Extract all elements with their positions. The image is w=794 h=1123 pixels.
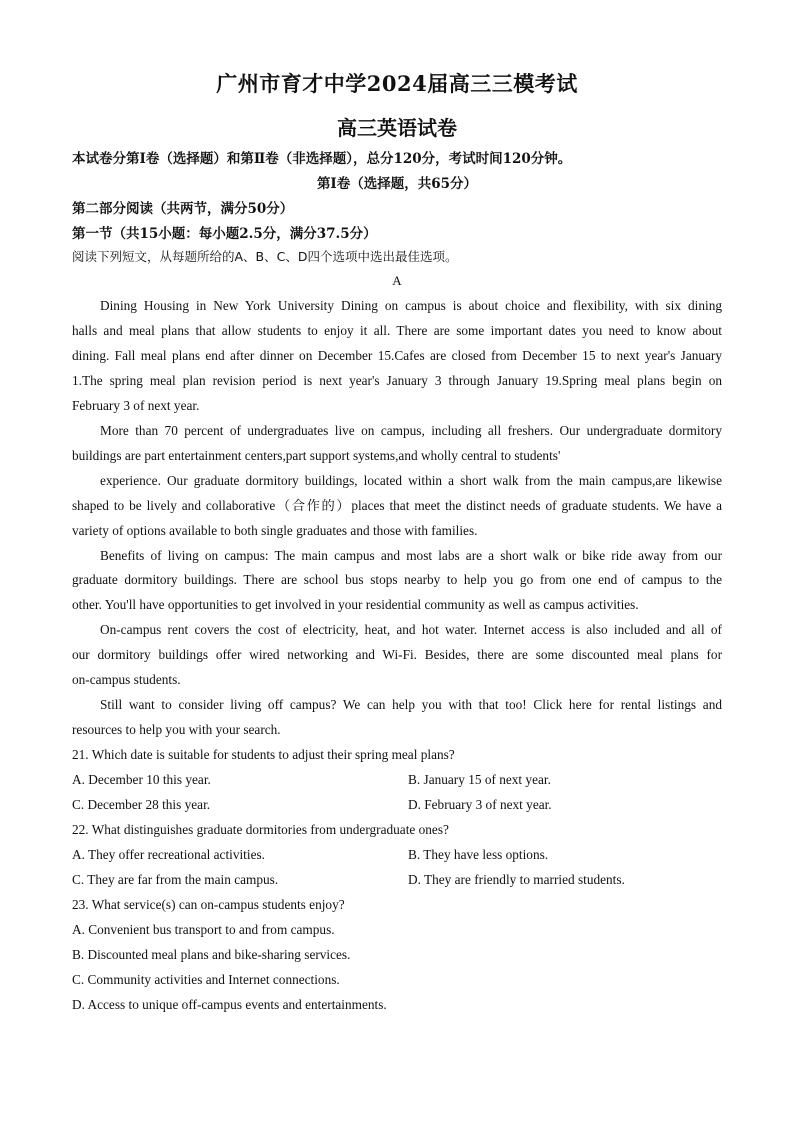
passage-line: our dormitory buildings offer wired networking and Wi-Fi. Besides, there are some discounted meal plans for bbox=[72, 647, 722, 662]
volume-heading: 第Ⅰ卷（选择题，共65分） bbox=[316, 176, 478, 192]
passage-line: February 3 of next year. bbox=[72, 398, 200, 413]
question-21-stem: 21. Which date is suitable for students to adjust their spring meal plans? bbox=[72, 747, 455, 762]
passage-line: variety of options available to both single graduates and those with families. bbox=[72, 523, 478, 538]
question-21-option-b[interactable]: B. January 15 of next year. bbox=[408, 772, 551, 787]
passage-line: shaped to be lively and collaborative（合作的）places that meet the distinct needs of graduate students. We have a bbox=[72, 498, 722, 513]
passage-label: A bbox=[392, 273, 402, 288]
question-22-option-b[interactable]: B. They have less options. bbox=[408, 847, 549, 862]
instruction-text: 阅读下列短文，从每题所给的A、B、C、D四个选项中选出最佳选项。 bbox=[72, 249, 458, 264]
passage-line: halls and meal plans that allow students to enjoy it all. There are some important dates you need to know about bbox=[72, 323, 722, 338]
question-23-option-b[interactable]: B. Discounted meal plans and bike-sharing services. bbox=[72, 947, 351, 962]
part-heading: 第二部分阅读（共两节，满分50分） bbox=[72, 201, 294, 217]
exam-subtitle: 高三英语试卷 bbox=[337, 116, 457, 140]
question-21-option-a[interactable]: A. December 10 this year. bbox=[72, 772, 211, 787]
section-heading: 第一节（共15小题：每小题2.5分，满分37.5分） bbox=[72, 226, 377, 242]
passage-line: More than 70 percent of undergraduates live on campus, including all freshers. Our undergraduate dormitory bbox=[100, 423, 722, 438]
passage-line: Benefits of living on campus: The main campus and most labs are a short walk or bike ride away from our bbox=[100, 548, 722, 563]
passage-line: 1.The spring meal plan revision period is next year's January 3 through January 19.Spring meal plans begin on bbox=[72, 373, 722, 388]
passage-line: graduate dormitory buildings. There are school bus stops nearby to help you go from one end of campus to the bbox=[72, 572, 722, 587]
exam-intro: 本试卷分第Ⅰ卷（选择题）和第Ⅱ卷（非选择题），总分120分，考试时间120分钟。 bbox=[72, 151, 572, 167]
passage-line: buildings are part entertainment centers,part support systems,and wholly central to students' bbox=[72, 448, 561, 463]
exam-title: 广州市育才中学2024届高三三模考试 bbox=[216, 71, 578, 96]
passage-line: On-campus rent covers the cost of electricity, heat, and hot water. Internet access is also included and all of bbox=[100, 622, 722, 637]
question-22-option-c[interactable]: C. They are far from the main campus. bbox=[72, 872, 279, 887]
question-23-option-a[interactable]: A. Convenient bus transport to and from campus. bbox=[72, 922, 335, 937]
passage-line: resources to help you with your search. bbox=[72, 722, 281, 737]
question-21-option-c[interactable]: C. December 28 this year. bbox=[72, 797, 211, 812]
question-21-option-d[interactable]: D. February 3 of next year. bbox=[408, 797, 552, 812]
passage-line: on-campus students. bbox=[72, 672, 181, 687]
passage-line: Dining Housing in New York University Dining on campus is about choice and flexibility, with six dining bbox=[100, 298, 722, 313]
passage-line: experience. Our graduate dormitory buildings, located within a short walk from the main campus,are likewise bbox=[100, 473, 722, 488]
question-22-option-a[interactable]: A. They offer recreational activities. bbox=[72, 847, 265, 862]
question-23-stem: 23. What service(s) can on-campus students enjoy? bbox=[72, 897, 345, 912]
question-22-stem: 22. What distinguishes graduate dormitories from undergraduate ones? bbox=[72, 822, 449, 837]
passage-line: other. You'll have opportunities to get involved in your residential community as well as campus activities. bbox=[72, 597, 639, 612]
passage-line: dining. Fall meal plans end after dinner on December 15.Cafes are closed from December 15 to next year's January bbox=[72, 348, 722, 363]
question-23-option-d[interactable]: D. Access to unique off-campus events and entertainments. bbox=[72, 997, 387, 1012]
question-23-option-c[interactable]: C. Community activities and Internet connections. bbox=[72, 972, 340, 987]
passage-line: Still want to consider living off campus? We can help you with that too! Click here for rental listings and bbox=[100, 697, 722, 712]
question-22-option-d[interactable]: D. They are friendly to married students. bbox=[408, 872, 625, 887]
